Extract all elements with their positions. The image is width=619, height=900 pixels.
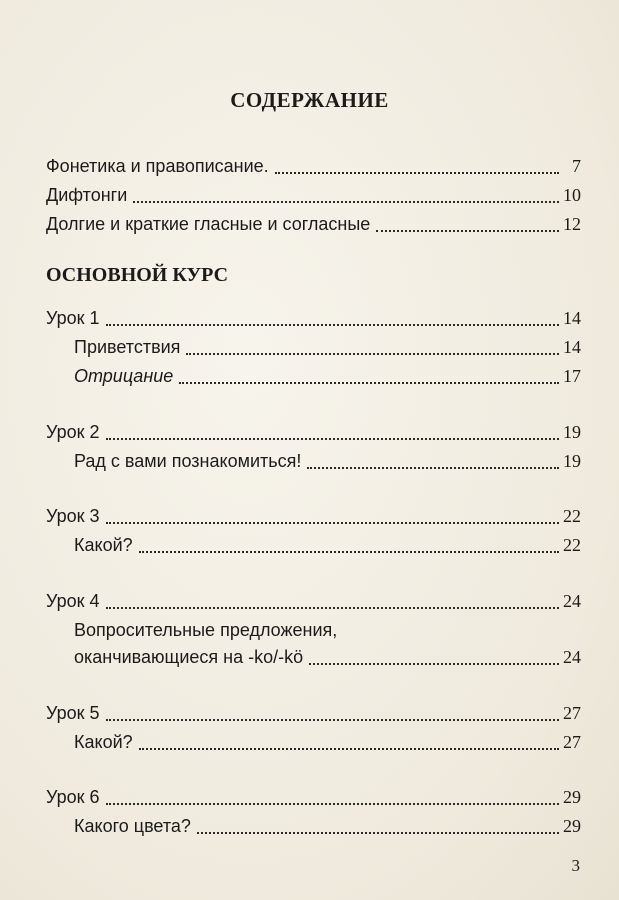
toc-entry-label: Урок 1 bbox=[46, 308, 100, 328]
toc-subentry bbox=[74, 535, 581, 561]
toc-entry-label: Урок 2 bbox=[46, 422, 100, 442]
toc-entry-label: Какой? bbox=[74, 535, 133, 555]
toc-entry-label: Приветствия bbox=[74, 337, 181, 357]
leader-dots bbox=[106, 803, 559, 805]
toc-entry bbox=[46, 185, 581, 211]
toc-entry-label: Урок 4 bbox=[46, 591, 100, 611]
toc-entry-label: Какой? bbox=[74, 732, 133, 752]
toc-entry-page: 19 bbox=[563, 451, 581, 471]
toc-entry-label: Урок 3 bbox=[46, 506, 100, 526]
toc-entry-page: 29 bbox=[563, 816, 581, 836]
section-heading: ОСНОВНОЙ КУРС bbox=[46, 264, 229, 286]
toc-lesson bbox=[46, 506, 581, 532]
toc-entry-page: 12 bbox=[563, 214, 581, 234]
toc-entry bbox=[46, 214, 581, 240]
toc-entry-page: 22 bbox=[563, 535, 581, 555]
toc-entry-label: Дифтонги bbox=[46, 185, 128, 205]
toc-subentry bbox=[74, 451, 581, 477]
leader-dots bbox=[376, 230, 559, 232]
toc-entry-label: Рад с вами познакомиться! bbox=[74, 451, 302, 471]
toc-entry-page: 14 bbox=[563, 337, 581, 357]
toc-entry-page: 24 bbox=[563, 591, 581, 611]
toc-subentry bbox=[74, 366, 581, 392]
page-title: СОДЕРЖАНИЕ bbox=[230, 88, 389, 112]
toc-subentry bbox=[74, 816, 581, 842]
leader-dots bbox=[106, 522, 559, 524]
toc-entry-page: 29 bbox=[563, 787, 581, 807]
toc-entry-page: 19 bbox=[563, 422, 581, 442]
leader-dots bbox=[139, 748, 559, 750]
toc-lesson bbox=[46, 591, 581, 617]
toc-subentry-first-line: Вопросительные предложения, bbox=[74, 620, 338, 640]
toc-lesson bbox=[46, 787, 581, 813]
toc-entry-page: 24 bbox=[563, 647, 581, 667]
toc-entry-label: Фонетика и правописание. bbox=[46, 156, 269, 176]
leader-dots bbox=[309, 663, 559, 665]
toc-entry-label: Урок 5 bbox=[46, 703, 100, 723]
leader-dots bbox=[179, 382, 559, 384]
leader-dots bbox=[106, 607, 559, 609]
toc-entry-page: 27 bbox=[563, 732, 581, 752]
toc-subentry bbox=[74, 337, 581, 363]
toc-subentry bbox=[74, 647, 581, 673]
leader-dots bbox=[133, 201, 559, 203]
toc-lesson bbox=[46, 703, 581, 729]
toc-entry-page: 27 bbox=[563, 703, 581, 723]
toc-entry bbox=[46, 156, 581, 182]
leader-dots bbox=[106, 438, 559, 440]
toc-entry-label: Отрицание bbox=[74, 366, 174, 386]
toc-entry-label: Урок 6 bbox=[46, 787, 100, 807]
toc-entry-page: 14 bbox=[563, 308, 581, 328]
leader-dots bbox=[275, 172, 559, 174]
leader-dots bbox=[139, 551, 559, 553]
leader-dots bbox=[186, 353, 559, 355]
leader-dots bbox=[307, 467, 559, 469]
toc-subentry bbox=[74, 732, 581, 758]
toc-entry-label: оканчивающиеся на -ko/-kö bbox=[74, 647, 304, 667]
leader-dots bbox=[106, 719, 559, 721]
leader-dots bbox=[197, 832, 559, 834]
toc-lesson bbox=[46, 422, 581, 448]
toc-entry-page: 22 bbox=[563, 506, 581, 526]
toc-entry-page: 17 bbox=[563, 366, 581, 386]
toc-entry-page: 10 bbox=[563, 185, 581, 205]
toc-entry-page: 7 bbox=[572, 156, 581, 176]
toc-entry-label: Долгие и краткие гласные и согласные bbox=[46, 214, 371, 234]
leader-dots bbox=[106, 324, 559, 326]
page-number: 3 bbox=[571, 856, 580, 875]
toc-lesson bbox=[46, 308, 581, 334]
toc-entry-label: Какого цвета? bbox=[74, 816, 191, 836]
